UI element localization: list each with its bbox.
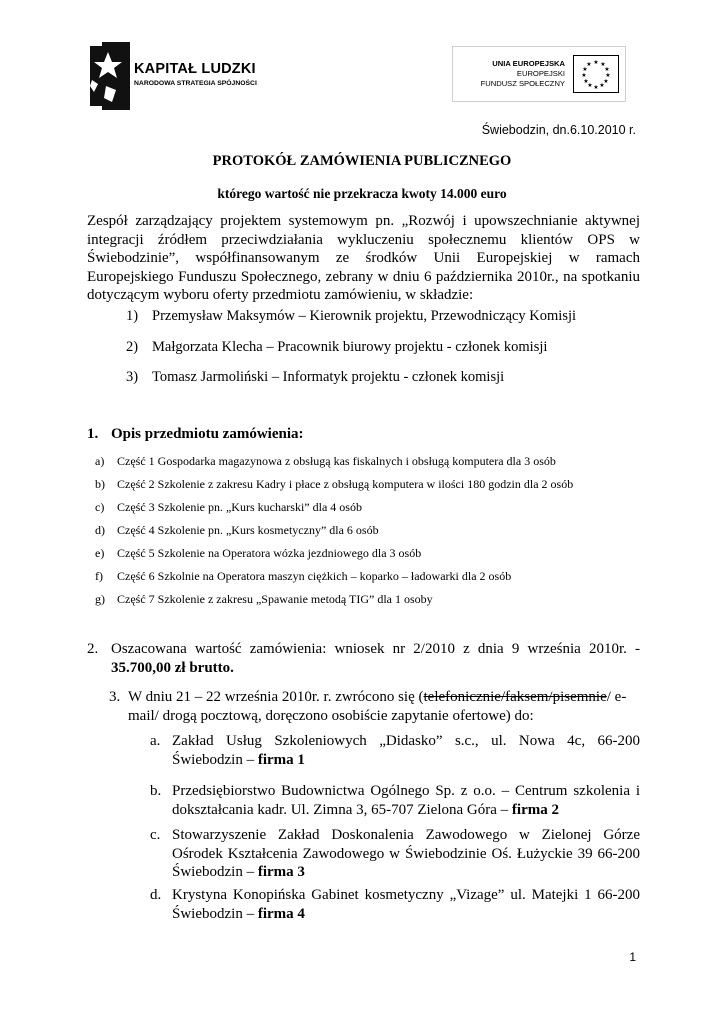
member-text: Przemysław Maksymów – Kierownik projektu, Przewodniczący Komisji [152,308,577,324]
member-number: 3) [126,369,139,385]
estimated-value-amount: 35.700,00 zł brutto. [111,660,234,676]
item-letter: e) [95,546,105,560]
svg-text:★: ★ [586,61,592,68]
item-text: Część 1 Gospodarka magazynowa z obsługą kas fiskalnych i obsługą komputera dla 3 osób [117,454,556,468]
committee-member [126,339,547,356]
firm-letter: d. [150,887,162,903]
item-text: Część 7 Szkolenie z zakresu „Spawanie metodą TIG” dla 1 osoby [117,592,433,606]
date-line: Świebodzin, dn.6.10.2010 r. [481,123,636,137]
svg-text:★: ★ [593,84,599,91]
svg-text:★: ★ [581,72,587,79]
eu-flag-icon [573,55,619,93]
committee-member [126,308,576,325]
member-number: 1) [126,308,139,324]
section-number: 2. [87,641,99,657]
firm-text: Krystyna Konopińska Gabinet kosmetyczny „Vizage” ul. Matejki 1 66-200 Świebodzin – [172,887,640,922]
section-title: Opis przedmiotu zamówienia: [111,426,304,442]
firm-item [150,886,640,923]
svg-text:★: ★ [604,66,610,73]
section-number: 1. [87,426,99,442]
inquiry-text-before: W dniu 21 – 22 września 2010r. r. zwrócono się ( [128,689,424,705]
firm-tag: firma 1 [257,751,305,768]
svg-text:★: ★ [593,59,599,66]
list-item [95,500,362,515]
member-number: 2) [126,339,139,355]
firm-text: Zakład Usług Szkoleniowych „Didasko” s.c., ul. Nowa 4c, 66-200 Świebodzin – [172,733,640,768]
section-3 [109,688,641,726]
committee-member [126,369,504,386]
svg-text:★: ★ [583,78,589,85]
section-number: 3. [109,689,121,705]
section-3-body [128,688,641,726]
item-text: Część 6 Szkolnie na Operatora maszyn ciężkich – koparko – ładowarki dla 2 osób [117,569,512,583]
section-1-heading [87,426,304,443]
item-letter: g) [95,592,105,606]
svg-text:★: ★ [603,78,609,85]
firm-text: Stowarzyszenie Zakład Doskonalenia Zawodowego w Zielonej Górze Ośrodek Kształcenia Zawodowego w Świebodzinie Oś. Łużyckie 39 66-200 Świebodzin – [172,827,640,880]
firm-letter: c. [150,827,161,843]
logo-title: KAPITAŁ LUDZKI [134,61,256,77]
list-item [95,523,379,538]
item-text: Część 5 Szkolenie na Operatora wózka jezdniowego dla 3 osób [117,546,422,560]
item-letter: d) [95,523,105,537]
item-letter: a) [95,454,105,468]
list-item [95,546,421,561]
document-title: PROTOKÓŁ ZAMÓWIENIA PUBLICZNEGO [212,153,512,169]
firm-tag: firma 3 [257,864,305,880]
struck-text: telefonicznie/faksem/pisemnie [423,689,607,705]
eu-line-1: UNIA EUROPEJSKA [492,59,565,68]
member-text: Tomasz Jarmoliński – Informatyk projektu - członek komisji [152,369,505,385]
svg-text:★: ★ [600,61,606,68]
estimated-value-text: Oszacowana wartość zamówienia: wniosek nr 2/2010 z dnia 9 września 2010r. - [111,641,640,657]
section-2 [87,640,640,678]
item-letter: f) [95,569,103,583]
firm-tag: firma 2 [511,801,559,818]
item-text: Część 4 Szkolenie pn. „Kurs kosmetyczny” dla 6 osób [117,523,379,537]
eu-logo [452,46,626,102]
list-item [95,454,556,469]
firm-tag: firma 4 [257,905,305,922]
item-text: Część 3 Szkolenie pn. „Kurs kucharski” dla 4 osób [117,500,362,514]
logo-subtitle: NARODOWA STRATEGIA SPÓJNOŚCI [134,80,257,87]
list-item [95,477,573,492]
intro-paragraph: Zespół zarządzający projektem systemowym pn. „Rozwój i upowszechnianie aktywnej integracji źródłem przeciwdziałania wykluczeniu społecznemu klientów OPS w Świebodzinie”, współfinansowanym ze środków Unii Europejskiej w ramach Europejskiego Funduszu Społecznego, zebrany w dniu 6 października 2010r., na spotkaniu dotyczącym wyboru oferty przedmiotu zamówieniu, w składzie: [87,213,640,303]
page-number: 1 [629,950,636,964]
firm-letter: a. [150,733,161,749]
firm-item [150,826,640,882]
kapital-ludzki-emblem-icon [86,42,132,110]
firm-letter: b. [150,783,162,799]
eu-line-2: EUROPEJSKI [516,69,565,78]
firm-item [150,732,640,769]
eu-line-3: FUNDUSZ SPOŁECZNY [480,79,565,88]
item-letter: c) [95,500,105,514]
svg-text:★: ★ [587,82,593,89]
firm-item [150,782,640,819]
kapital-ludzki-logo [86,42,256,110]
list-item [95,592,433,607]
member-text: Małgorzata Klecha – Pracownik biurowy projektu - członek komisji [152,339,548,355]
svg-text:★: ★ [582,66,588,73]
firm-text: Przedsiębiorstwo Budownictwa Ogólnego Sp. z o.o. – Centrum szkolenia i dokształcania kadr. Ul. Zimna 3, 65-707 Zielona Góra – [172,783,640,818]
inquiry-text-after: / e-mail/ drogą pocztową, doręczono osobiście zapytanie ofertowe) do: [128,689,627,724]
svg-text:★: ★ [605,72,611,79]
document-subtitle: którego wartość nie przekracza kwoty 14.000 euro [217,186,507,201]
section-2-body [111,640,640,678]
svg-text:★: ★ [599,82,605,89]
eu-logo-text [481,59,565,89]
item-letter: b) [95,477,105,491]
list-item [95,569,511,584]
item-text: Część 2 Szkolenie z zakresu Kadry i płace z obsługą komputera w ilości 180 godzin dla 2 osób [117,477,574,491]
